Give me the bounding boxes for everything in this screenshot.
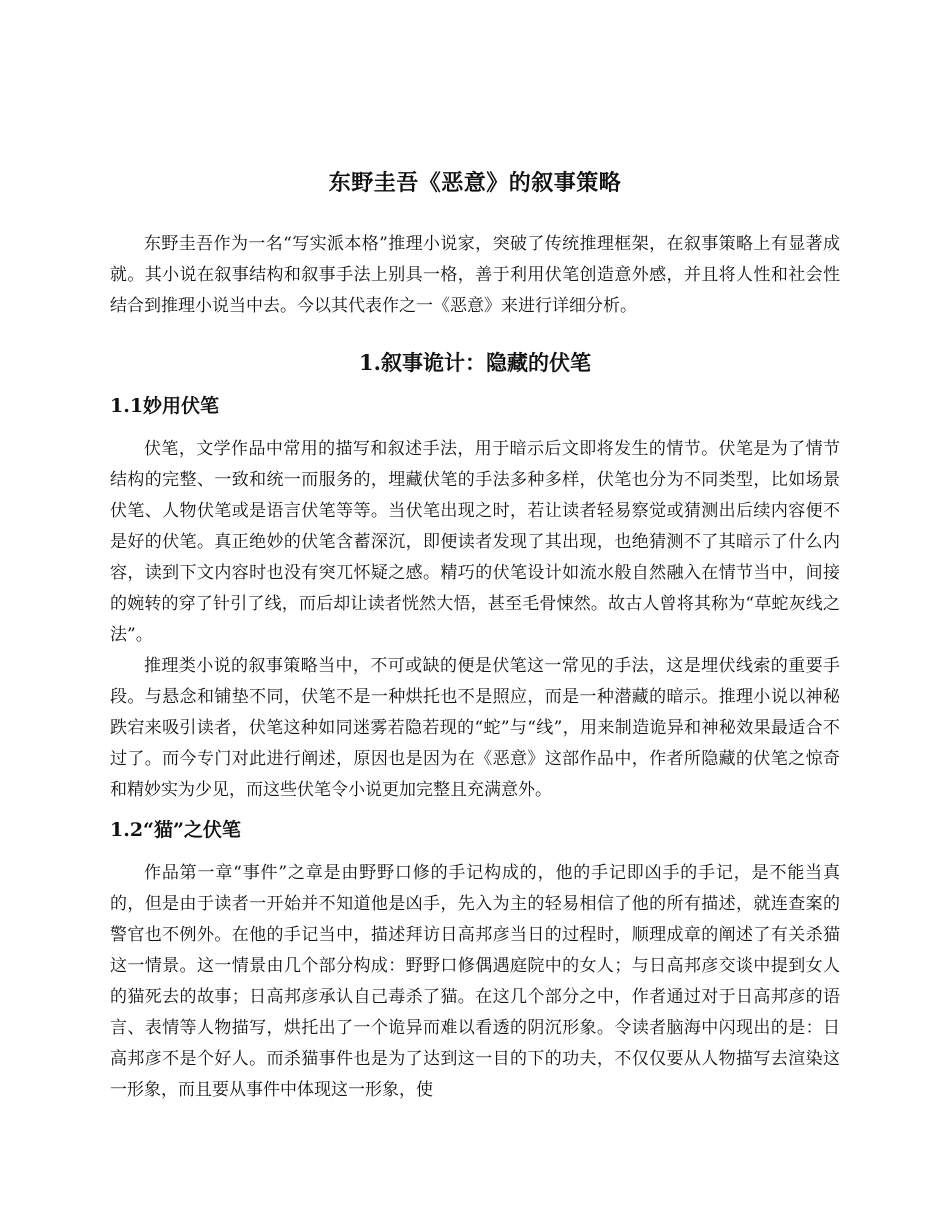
intro-paragraph: 东野圭吾作为一名“写实派本格”推理小说家，突破了传统推理框架，在叙事策略上有显著成就。其小说在叙事结构和叙事手法上别具一格，善于利用伏笔创造意外感，并且将人性和社会性结合到推理小说当中去。今以其代表作之一《恶意》来进行详细分析。 [110, 234, 840, 316]
subsection-1-1-paragraph-1: 伏笔，文学作品中常用的描写和叙述手法，用于暗示后文即将发生的情节。伏笔是为了情节结构的完整、一致和统一而服务的，埋藏伏笔的手法多种多样，伏笔也分为不同类型，比如场景伏笔、人物伏笔或是语言伏笔等等。当伏笔出现之时，若让读者轻易察觉或猜测出后续内容便不是好的伏笔。真正绝妙的伏笔含蓄深沉，即便读者发现了其出现，也绝猜测不了其暗示了什么内容，读到下文内容时也没有突兀怀疑之感。精巧的伏笔设计如流水般自然融入在情节当中，间接的婉转的穿了针引了线，而后却让读者恍然大悟，甚至毛骨悚然。故古人曾将其称为“草蛇灰线之法”。 [110, 439, 840, 645]
subsection-1-2-heading: 1.2“猫”之伏笔 [110, 819, 241, 841]
subsection-1-2-paragraph-1: 作品第一章“事件”之章是由野野口修的手记构成的，他的手记即凶手的手记，是不能当真的，但是由于读者一开始并不知道他是凶手，先入为主的轻易相信了他的所有描述，就连查案的警官也不例外。在他的手记当中，描述拜访日高邦彦当日的过程时，顺理成章的阐述了有关杀猫这一情景。这一情景由几个部分构成：野野口修偶遇庭院中的女人；与日高邦彦交谈中提到女人的猫死去的故事；日高邦彦承认自己毒杀了猫。在这几个部分之中，作者通过对于日高邦彦的语言、表情等人物描写，烘托出了一个诡异而难以看透的阴沉形象。令读者脑海中闪现出的是：日高邦彦不是个好人。而杀猫事件也是为了达到这一目的下的功夫，不仅仅要从人物描写去渲染这一形象，而且要从事件中体现这一形象，使 [110, 863, 840, 1100]
section-1-heading: 1.叙事诡计：隐藏的伏笔 [359, 350, 591, 375]
document-title: 东野圭吾《恶意》的叙事策略 [328, 170, 622, 196]
subsection-1-1-paragraph-2: 推理类小说的叙事策略当中，不可或缺的便是伏笔这一常见的手法，这是埋伏线索的重要手段。与悬念和铺垫不同，伏笔不是一种烘托也不是照应，而是一种潜藏的暗示。推理小说以神秘跌宕来吸引读者，伏笔这种如同迷雾若隐若现的“蛇”与“线”，用来制造诡异和神秘效果最适合不过了。而今专门对此进行阐述，原因也是因为在《恶意》这部作品中，作者所隐藏的伏笔之惊奇和精妙实为少见，而这些伏笔令小说更加完整且充满意外。 [110, 656, 840, 800]
subsection-1-1-heading: 1.1妙用伏笔 [110, 395, 220, 417]
